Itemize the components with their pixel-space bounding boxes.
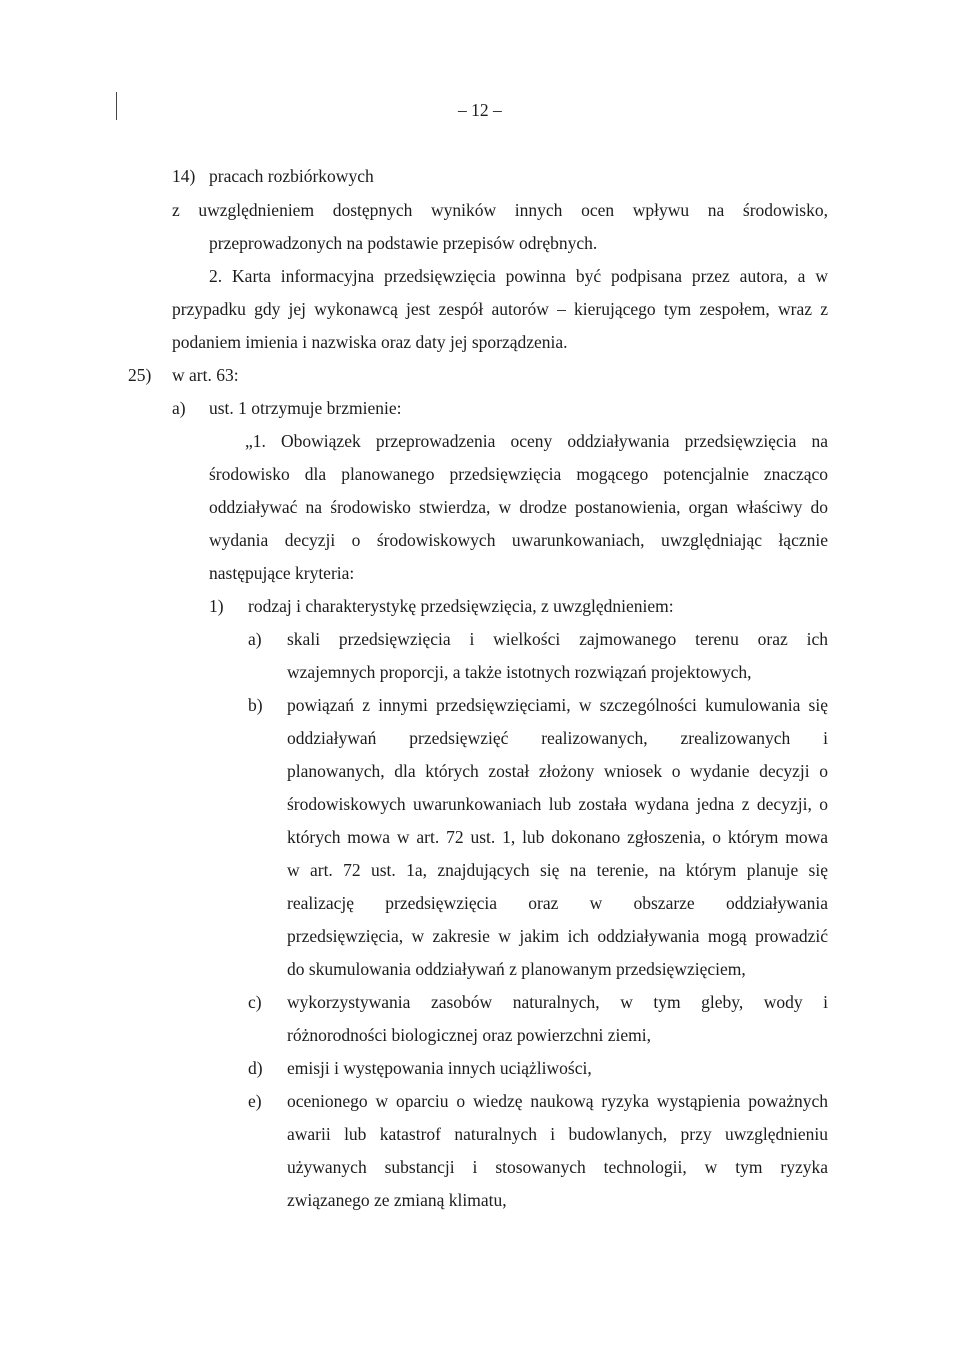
sub-item-marker: e) xyxy=(248,1091,262,1111)
item-14-number: 14) xyxy=(172,166,196,186)
criterion-1-text: rodzaj i charakterystykę przedsięwzięcia, z uwzględnieniem: xyxy=(248,596,674,616)
sub-item-line: wykorzystywania zasobów naturalnych, w tym gleby, wody i xyxy=(287,992,828,1012)
sub-item-line: realizację przedsięwzięcia oraz w obszarze oddziaływania xyxy=(287,893,828,913)
item-14-text: pracach rozbiórkowych xyxy=(209,166,374,186)
article-1-line: „1. Obowiązek przeprowadzenia oceny oddziaływania przedsięwzięcia na xyxy=(245,431,828,451)
item-25-number: 25) xyxy=(128,365,152,385)
sub-item-line: używanych substancji i stosowanych technologii, w tym ryzyka xyxy=(287,1157,828,1177)
page-number: – 12 – xyxy=(458,100,502,120)
sub-item-marker: c) xyxy=(248,992,262,1012)
sub-item-line: emisji i występowania innych uciążliwości, xyxy=(287,1058,592,1078)
sub-item-line: różnorodności biologicznej oraz powierzchni ziemi, xyxy=(287,1025,651,1045)
sub-item-line: których mowa w art. 72 ust. 1, lub dokonano zgłoszenia, o którym mowa xyxy=(287,827,828,847)
item-a-marker: a) xyxy=(172,398,186,418)
paragraph-2-line: podaniem imienia i nazwiska oraz daty jej sporządzenia. xyxy=(172,332,568,352)
sub-item-line: środowiskowych uwarunkowaniach lub została wydana jedna z decyzji, o xyxy=(287,794,828,814)
sub-item-line: przedsięwzięcia, w zakresie w jakim ich oddziaływania mogą prowadzić xyxy=(287,926,828,946)
article-1-line: oddziaływać na środowisko stwierdza, w drodze postanowienia, organ właściwy do xyxy=(209,497,828,517)
paragraph-1-line: z uwzględnieniem dostępnych wyników innych ocen wpływu na środowisko, xyxy=(172,200,828,220)
sub-item-line: planowanych, dla których został złożony wniosek o wydanie decyzji o xyxy=(287,761,828,781)
sub-item-line: wzajemnych proporcji, a także istotnych rozwiązań projektowych, xyxy=(287,662,752,682)
article-1-line: następujące kryteria: xyxy=(209,563,355,583)
sub-item-line: ocenionego w oparciu o wiedzę naukową ryzyka wystąpienia poważnych xyxy=(287,1091,828,1111)
margin-mark xyxy=(116,92,117,120)
sub-item-line: do skumulowania oddziaływań z planowanym przedsięwzięciem, xyxy=(287,959,746,979)
article-1-line: wydania decyzji o środowiskowych uwarunkowaniach, uwzględniając łącznie xyxy=(209,530,828,550)
sub-item-line: powiązań z innymi przedsięwzięciami, w szczególności kumulowania się xyxy=(287,695,828,715)
paragraph-2-line: 2. Karta informacyjna przedsięwzięcia powinna być podpisana przez autora, a w xyxy=(209,266,828,286)
sub-item-line: związanego ze zmianą klimatu, xyxy=(287,1190,507,1210)
item-a-text: ust. 1 otrzymuje brzmienie: xyxy=(209,398,402,418)
sub-item-marker: a) xyxy=(248,629,262,649)
criterion-1-number: 1) xyxy=(209,596,224,616)
sub-item-line: awarii lub katastrof naturalnych i budowlanych, przy uwzględnieniu xyxy=(287,1124,828,1144)
sub-item-line: skali przedsięwzięcia i wielkości zajmowanego terenu oraz ich xyxy=(287,629,828,649)
sub-item-marker: b) xyxy=(248,695,263,715)
sub-item-marker: d) xyxy=(248,1058,263,1078)
paragraph-2-line: przypadku gdy jej wykonawcą jest zespół autorów – kierującego tym zespołem, wraz z xyxy=(172,299,828,319)
sub-item-line: oddziaływań przedsięwzięć realizowanych, zrealizowanych i xyxy=(287,728,828,748)
article-1-line: środowisko dla planowanego przedsięwzięcia mogącego potencjalnie znacząco xyxy=(209,464,828,484)
paragraph-1-line: przeprowadzonych na podstawie przepisów odrębnych. xyxy=(209,233,598,253)
sub-item-line: w art. 72 ust. 1a, znajdujących się na terenie, na którym planuje się xyxy=(287,860,828,880)
item-25-text: w art. 63: xyxy=(172,365,239,385)
